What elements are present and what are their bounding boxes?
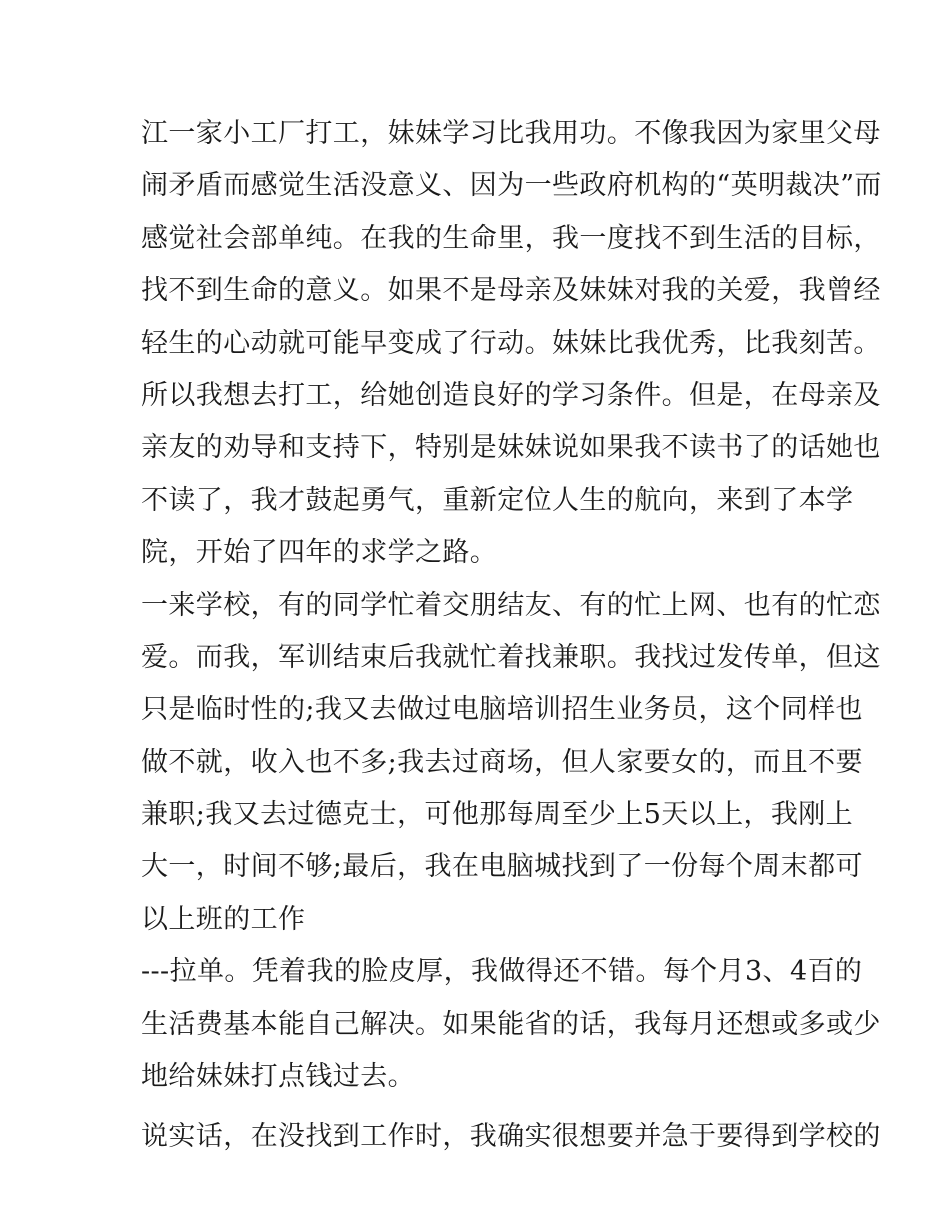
text-line: 轻生的心动就可能早变成了行动。妹妹比我优秀，比我刻苦。 (141, 327, 881, 359)
text-line: 所以我想去打工，给她创造良好的学习条件。但是，在母亲及 (141, 379, 881, 411)
text-line: 说实话，在没找到工作时，我确实很想要并急于要得到学校的 (141, 1121, 881, 1153)
text-line: 院，开始了四年的求学之路。 (141, 537, 498, 569)
text-line: 感觉社会部单纯。在我的生命里，我一度找不到生活的目标， (141, 222, 881, 254)
text-line: 生活费基本能自己解决。如果能省的话，我每月还想或多或少 (141, 1008, 881, 1040)
text-line: 闹矛盾而感觉生活没意义、因为一些政府机构的“英明裁决”而 (141, 170, 882, 202)
text-line: 做不就，收入也不多;我去过商场，但人家要女的，而且不要 (141, 746, 863, 778)
text-line: 亲友的劝导和支持下，特别是妹妹说如果我不读书了的话她也 (141, 432, 881, 464)
text-line: 只是临时性的;我又去做过电脑培训招生业务员，这个同样也 (141, 694, 863, 726)
text-line: 大一，时间不够;最后，我在电脑城找到了一份每个周末都可 (141, 851, 863, 883)
text-line: 兼职;我又去过德克士，可他那每周至少上5天以上，我刚上 (141, 799, 854, 831)
body-text (141, 108, 882, 1164)
text-line: 以上班的工作 (141, 903, 306, 935)
text-line: ---拉单。凭着我的脸皮厚，我做得还不错。每个月3、4百的 (141, 956, 863, 988)
text-line: 爱。而我，军训结束后我就忙着找兼职。我找过发传单，但这 (141, 641, 881, 673)
text-line: 地给妹妹打点钱过去。 (141, 1061, 415, 1093)
text-line: 找不到生命的意义。如果不是母亲及妹妹对我的关爱，我曾经 (141, 275, 881, 307)
text-line: 不读了，我才鼓起勇气，重新定位人生的航向，来到了本学 (141, 484, 854, 516)
text-line: 江一家小工厂打工，妹妹学习比我用功。不像我因为家里父母 (141, 118, 881, 149)
text-line: 一来学校，有的同学忙着交朋结友、有的忙上网、也有的忙恋 (141, 589, 881, 621)
